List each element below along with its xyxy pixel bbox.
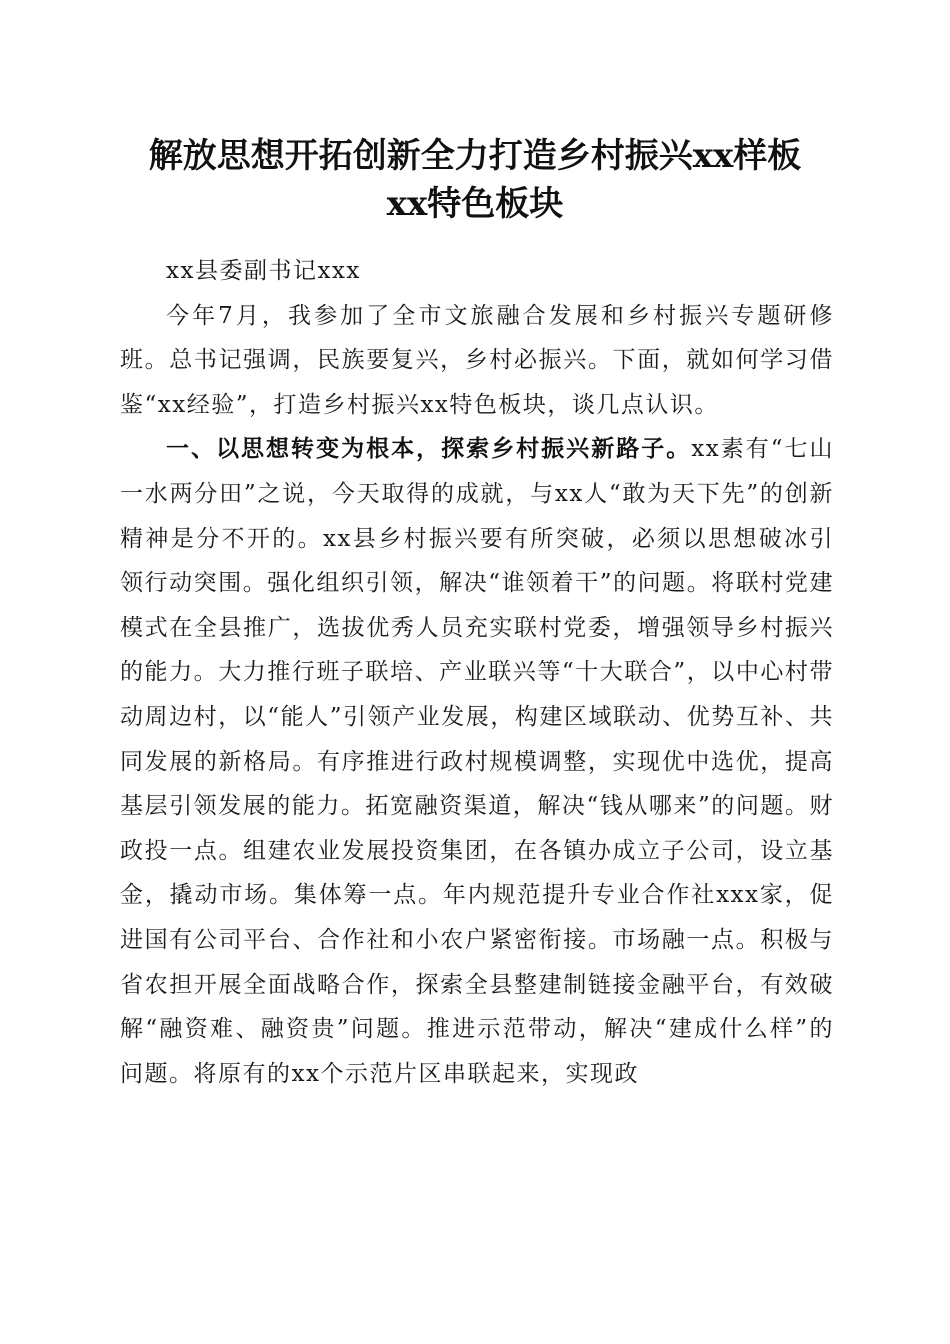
intro-paragraph: 今年7月，我参加了全市文旅融合发展和乡村振兴专题研修班。总书记强调，民族要复兴，乡村必振兴。下面，就如何学习借鉴“xx经验”，打造乡村振兴xx特色板块，谈几点认识。 [120, 302, 834, 418]
author-line: xx县委副书记xxx [166, 258, 361, 284]
section-1-paragraph [120, 427, 834, 1096]
title-line-2: xx特色板块 [386, 184, 564, 224]
section-1-text: xx素有“七山一水两分田”之说，今天取得的成就，与xx人“敢为天下先”的创新精神是分不开的。xx县乡村振兴要有所突破，必须以思想破冰引领行动突围。强化组织引领，解决“谁领着干”的问题。将联村党建模式在全县推广，选拔优秀人员充实联村党委，增强领导乡村振兴的能力。大力推行班子联培、产业联兴等“十大联合”，以中心村带动周边村，以“能人”引领产业发展，构建区域联动、优势互补、共同发展的新格局。有序推进行政村规模调整，实现优中选优，提高基层引领发展的能力。拓宽融资渠道，解决“钱从哪来”的问题。财政投一点。组建农业发展投资集团，在各镇办成立子公司，设立基金，撬动市场。集体筹一点。年内规范提升专业合作社xxx家，促进国有公司平台、合作社和小农户紧密衔接。市场融一点。积极与省农担开展全面战略合作，探索全县整建制链接金融平台，有效破解“融资难、融资贵”问题。推进示范带动，解决“建成什么样”的问题。将原有的xx个示范片区串联起来，实现政 [120, 436, 835, 1087]
document-title [100, 132, 850, 228]
section-1-heading: 一、以思想转变为根本，探索乡村振兴新路子。 [166, 436, 692, 463]
title-line-1: 解放思想开拓创新全力打造乡村振兴xx样板 [148, 136, 802, 176]
document-body [120, 249, 834, 1096]
